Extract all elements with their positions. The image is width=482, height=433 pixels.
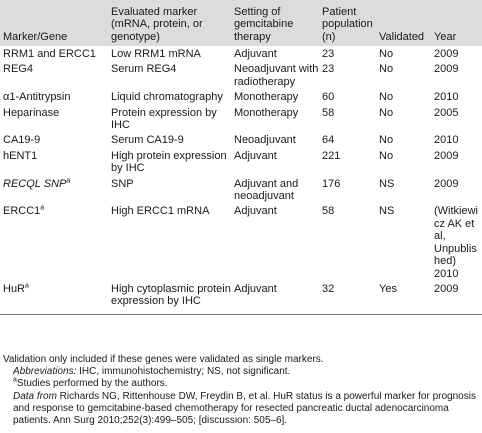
- table-row: [0, 46, 482, 61]
- table-row: [0, 105, 482, 133]
- cell-year: 2009: [434, 177, 459, 190]
- header-marker-gene: Marker/Gene: [3, 30, 68, 43]
- cell-setting: Adjuvant: [234, 149, 277, 162]
- cell-evaluated: Serum REG4: [111, 63, 177, 76]
- abbreviations-label: Abbreviations:: [13, 366, 77, 378]
- cell-population: 60: [322, 91, 335, 104]
- source-text: Richards NG, Rittenhouse DW, Freydin B, et al. HuR status is a powerful marker for prognosis and response to gemcitabine-based chemotherapy for resected pancreatic ductal adenocarcinoma patients. Ann Surg 2010;252(3):499–505; [discussion: 505–6].: [13, 390, 476, 427]
- cell-setting: Neoadjuvant with radiotherapy: [234, 63, 319, 88]
- header-setting: Setting of gemcitabine therapy: [234, 5, 294, 43]
- header-patient-population: Patient population (n): [322, 5, 373, 43]
- header-year: Year: [434, 30, 457, 43]
- cell-year: 2009: [434, 282, 459, 295]
- cell-validated: No: [379, 134, 394, 147]
- cell-validated: No: [379, 63, 394, 76]
- cell-setting: Neoadjuvant: [234, 134, 296, 147]
- cell-validated: Yes: [379, 282, 397, 295]
- cell-evaluated: High ERCC1 mRNA: [111, 205, 210, 218]
- cell-setting: Monotherapy: [234, 106, 299, 119]
- cell-marker: RRM1 and ERCC1: [3, 48, 96, 60]
- cell-validated: NS: [379, 205, 395, 218]
- table-row: [0, 281, 482, 314]
- cell-evaluated: High cytoplasmic protein expression by IHC: [111, 282, 231, 308]
- cell-evaluated: Protein expression by IHC: [111, 106, 217, 132]
- abbreviations-text: IHC, immunohistochemistry; NS, not significant.: [76, 366, 291, 378]
- cell-setting: Adjuvant: [234, 205, 277, 218]
- cell-setting: Adjuvant: [234, 282, 277, 295]
- header-evaluated-marker: Evaluated marker (mRNA, protein, or genotype): [111, 5, 203, 43]
- cell-setting: Adjuvant: [234, 48, 277, 60]
- cell-validated: No: [379, 91, 394, 104]
- cell-year: 2009: [434, 63, 459, 76]
- cell-evaluated: SNP: [111, 177, 134, 190]
- header-row: [0, 0, 482, 46]
- cell-population: 64: [322, 134, 335, 147]
- cell-population: 221: [322, 149, 341, 162]
- cell-population: 58: [322, 106, 335, 119]
- cell-marker: [0, 203, 108, 280]
- cell-marker: hENT1: [3, 149, 38, 162]
- cell-evaluated: High protein expression by IHC: [111, 149, 227, 175]
- gene-name: HuR: [3, 282, 26, 295]
- table-row: [0, 148, 482, 176]
- validation-note: Validation only included if these genes were validated as single markers.: [3, 354, 324, 365]
- footnote-marker: a: [66, 177, 71, 184]
- cell-evaluated: Serum CA19-9: [111, 134, 184, 147]
- cell-marker: [0, 281, 108, 314]
- cell-validated: No: [379, 149, 394, 162]
- table-row: [0, 61, 482, 89]
- cell-year: 2009: [434, 48, 459, 60]
- cell-population: 32: [322, 282, 335, 295]
- cell-population: 23: [322, 63, 335, 76]
- footnote-marker: a: [25, 282, 29, 290]
- cell-year: 2010: [434, 134, 459, 147]
- cell-validated: NS: [379, 177, 395, 190]
- cell-evaluated: Liquid chromatography: [111, 91, 223, 104]
- table-row: [0, 203, 482, 280]
- table-row: [0, 132, 482, 147]
- table-header: [0, 0, 482, 46]
- cell-year: 2010: [434, 91, 459, 104]
- header-validated: Validated: [379, 30, 425, 43]
- source-label: Data from: [13, 390, 57, 402]
- table-row: [0, 176, 482, 204]
- cell-marker: REG4: [3, 63, 33, 76]
- cell-setting: Adjuvant and neoadjuvant: [234, 177, 299, 203]
- abbreviations-note: [3, 366, 479, 378]
- cell-marker: α1-Antitrypsin: [3, 91, 71, 104]
- cell-population: 58: [322, 205, 335, 218]
- footnote-marker: a: [13, 377, 17, 385]
- table-footnotes: [3, 354, 479, 427]
- authors-note-text: Studies performed by the authors.: [16, 378, 168, 390]
- cell-marker: [0, 176, 108, 204]
- footnote-marker: a: [40, 204, 45, 212]
- gene-name-italic: RECQL SNP: [3, 177, 67, 190]
- cell-setting: Monotherapy: [234, 91, 299, 104]
- table-body: [0, 46, 482, 314]
- cell-validated: No: [379, 106, 394, 119]
- cell-evaluated: Low RRM1 mRNA: [111, 48, 201, 60]
- cell-year: 2005: [434, 106, 459, 119]
- cell-year: (Witkiewicz AK et al, Unpublished) 2010: [434, 205, 478, 280]
- table-row: [0, 89, 482, 104]
- cell-marker: CA19-9: [3, 134, 41, 147]
- authors-note: [3, 378, 479, 390]
- cell-year: 2009: [434, 149, 459, 162]
- cell-marker: Heparinase: [3, 106, 60, 119]
- cell-validated: No: [379, 48, 394, 60]
- gene-name: ERCC1: [3, 205, 41, 218]
- cell-population: 23: [322, 48, 335, 60]
- cell-population: 176: [322, 177, 341, 190]
- source-note: [3, 391, 479, 428]
